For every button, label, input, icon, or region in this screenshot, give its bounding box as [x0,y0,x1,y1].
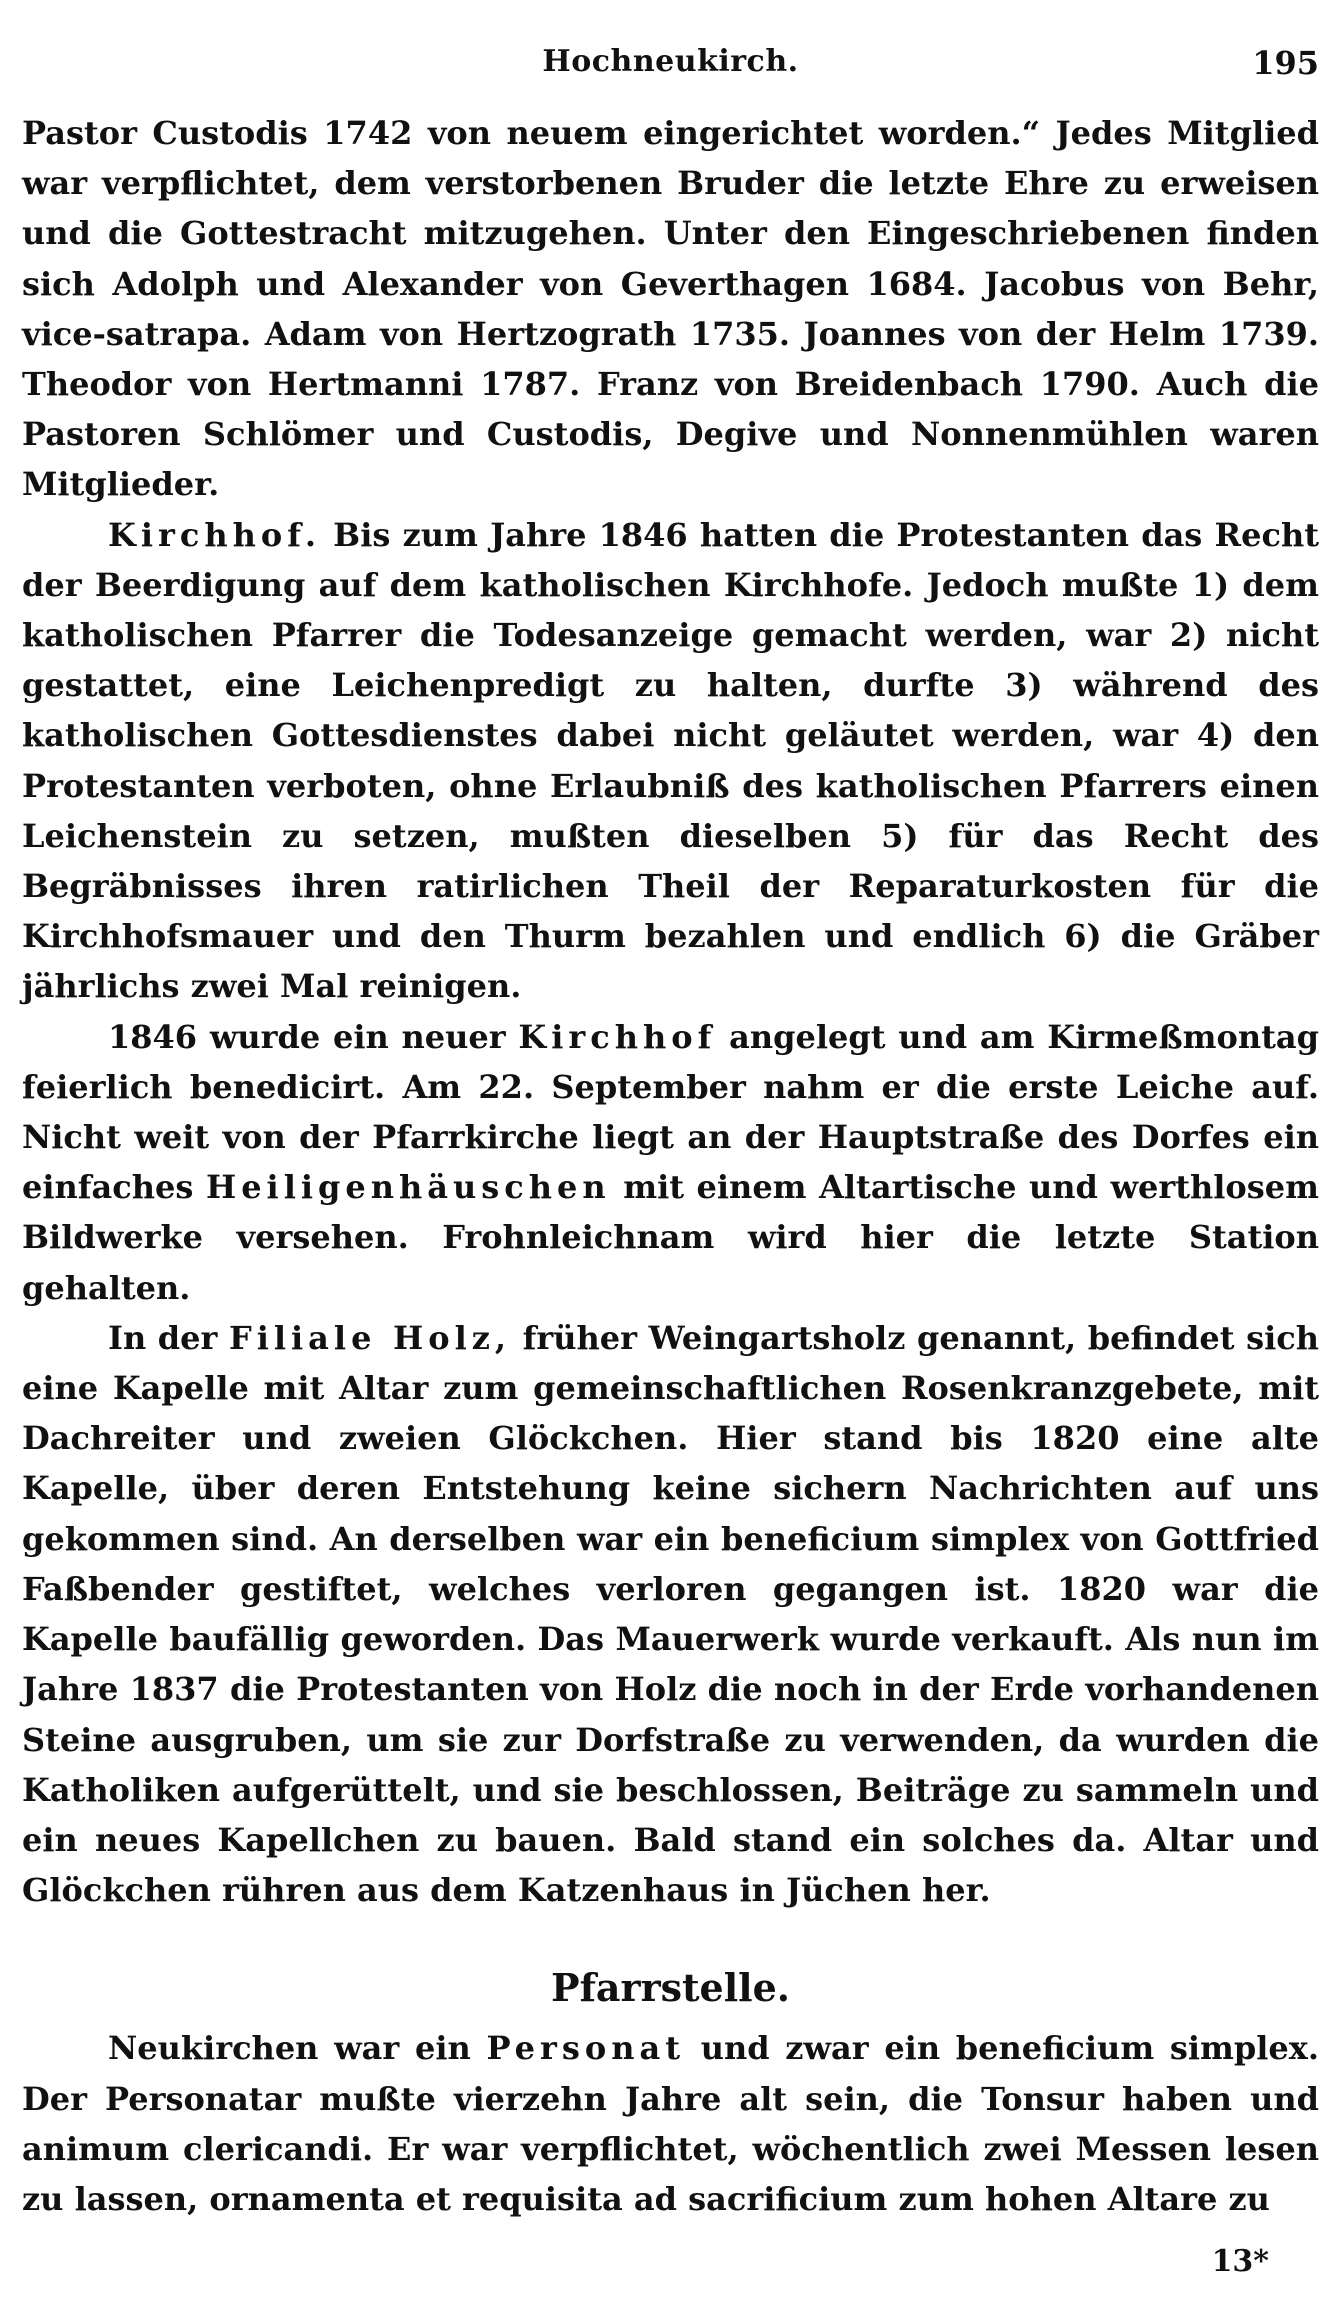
paragraph-pfarrstelle-part1: Neukirchen war ein [108,2029,487,2068]
paragraph-new-cemetery [22,1012,1319,1313]
paragraph-holz-part2: früher Weingartsholz genannt, befindet sich eine Kapelle mit Altar zum gemeinschaftlichen Rosenkranzgebete, mit Dachreiter und zweien Glöckchen. Hier stand bis 1820 eine alte Kapelle, über deren Entstehung keine sichern Nachrichten auf uns gekommen sind. An derselben war ein beneficium simplex von Gottfried Faßbender gestiftet, welches verloren gegangen ist. 1820 war die Kapelle baufällig geworden. Das Mauerwerk wurde verkauft. Als nun im Jahre 1837 die Protestanten von Holz die noch in der Erde vorhandenen Steine ausgruben, um sie zur Dorfstraße zu verwenden, da wurden die Katholiken aufgerüttelt, und sie beschlossen, Beiträge zu sammeln und ein neues Kapellchen zu bauen. Bald stand ein solches da. Altar und Glöckchen rühren aus dem Katzenhaus in Jüchen her. [22,1318,1320,1910]
body-text [22,108,1319,2224]
paragraph-new-cemetery-part3: mit einem Altartische und werthlosem Bildwerke versehen. Frohnleichnam wird hier die letzte Station gehalten. [22,1168,1320,1307]
paragraph-kirchhof [22,510,1319,1012]
keyword-filiale-holz: Filiale Holz, [228,1318,512,1357]
section-heading: Pfarrstelle. [551,1965,790,2011]
paragraph-holz-part1: In der [108,1318,229,1357]
running-header [22,44,1319,84]
paragraph-pfarrstelle [22,2023,1319,2224]
keyword-heiligenhaeuschen: Heiligenhäuschen [205,1168,611,1207]
paragraph-members: Pastor Custodis 1742 von neuem eingerichtet worden.“ Jedes Mitglied war verpflichtet, dem verstorbenen Bruder die letzte Ehre zu erweisen und die Gottestracht mitzugehen. Unter den Eingeschriebenen finden sich Adolph und Alexander von Geverthagen 1684. Jacobus von Behr, vice-satrapa. Adam von Hertzograth 1735. Joannes von der Helm 1739. Theodor von Hertmanni 1787. Franz von Breidenbach 1790. Auch die Pastoren Schlömer und Custodis, Degive und Nonnenmühlen waren Mitglieder. [22,114,1319,504]
paragraph-new-cemetery-part2: angelegt und am Kirmeßmontag feierlich benedicirt. Am 22. September nahm er die erste Leiche auf. Nicht weit von der Pfarrkirche liegt an der Hauptstraße des Dorfes ein einfaches [22,1017,1319,1207]
page-number: 195 [1252,44,1319,82]
paragraph-pfarrstelle-part2: und zwar ein beneficium simplex. Der Personatar mußte vierzehn Jahre alt sein, die Tonsur haben und animum clericandi. Er war verpflichtet, wöchentlich zwei Messen lesen zu lassen, ornamenta et requisita ad sacrificium zum hohen Altare zu [22,2029,1320,2218]
running-title: Hochneukirch. [542,44,799,79]
sheet-signature: 13* [1211,2244,1269,2279]
paragraph-new-cemetery-part1: 1846 wurde ein neuer [108,1017,519,1056]
keyword-kirchhof-spaced: Kirchhof [518,1017,717,1056]
paragraph-kirchhof-text: Bis zum Jahre 1846 hatten die Protestanten das Recht der Beerdigung auf dem katholischen Kirchhofe. Jedoch mußte 1) dem katholischen Pfarrer die Todesanzeige gemacht werden, war 2) nicht gestattet, eine Leichenpredigt zu halten, durfte 3) während des katholischen Gottesdienstes dabei nicht geläutet werden, war 4) den Protestanten verboten, ohne Erlaubniß des katholischen Pfarrers einen Leichenstein zu setzen, mußten dieselben 5) für das Recht des Begräbnisses ihren ratirlichen Theil der Reparaturkosten für die Kirchhofsmauer und den Thurm bezahlen und endlich 6) die Gräber jährlichs zwei Mal reinigen. [22,515,1319,1006]
paragraph-filiale-holz [22,1313,1319,1915]
keyword-kirchhof: Kirchhof. [108,515,321,554]
keyword-personat: Personat [486,2029,686,2068]
